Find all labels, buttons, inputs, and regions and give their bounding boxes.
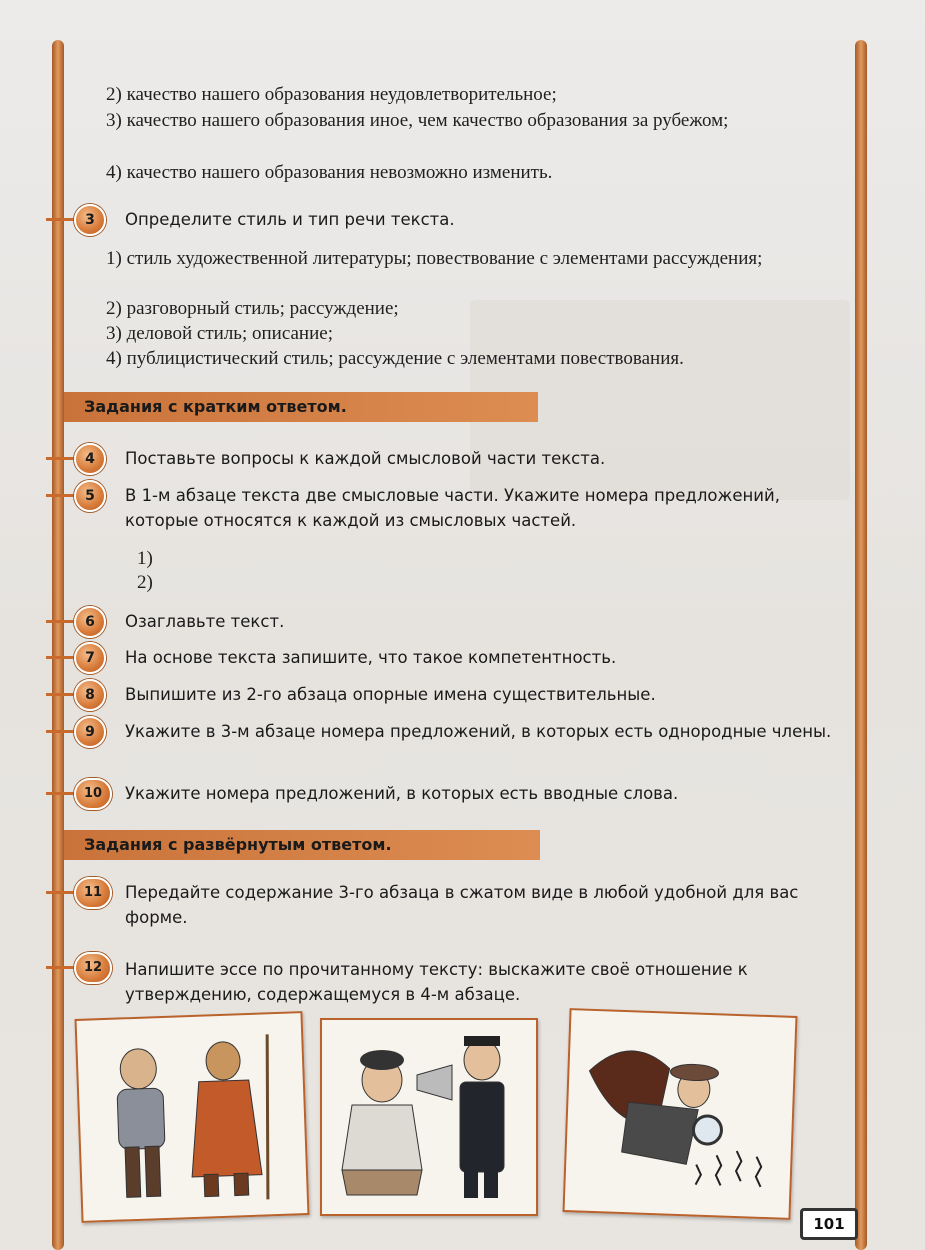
task-8-text: Выпишите из 2-го абзаца опорные имена существительные.	[125, 685, 656, 704]
task-3-option-4: 4) публицистический стиль; рассуждение с элементами повествования.	[106, 348, 684, 369]
task-7-text: На основе текста запишите, что такое компетентность.	[125, 648, 617, 667]
task-4-number-badge: 4	[74, 443, 106, 475]
task-6-text: Озаглавьте текст.	[125, 612, 285, 631]
task-4-pointer	[46, 457, 76, 460]
task-12-pointer	[46, 966, 76, 969]
task-11-pointer	[46, 891, 76, 894]
task-4-text: Поставьте вопросы к каждой смысловой части текста.	[125, 449, 606, 468]
task-6-number-badge: 6	[74, 606, 106, 638]
option-4: 4) качество нашего образования невозможно изменить.	[106, 162, 553, 183]
task-3-option-3: 3) деловой стиль; описание;	[106, 323, 333, 344]
illustration-two-people-talking	[75, 1011, 310, 1223]
page-number: 101	[800, 1208, 858, 1240]
task-10-pointer	[46, 792, 76, 795]
task-3-number-badge: 3	[74, 204, 106, 236]
task-9-number-badge: 9	[74, 716, 106, 748]
task-3-option-2: 2) разговорный стиль; рассуждение;	[106, 298, 399, 319]
task-8-pointer	[46, 693, 76, 696]
section-header-extended-answer: Задания с развёрнутым ответом.	[64, 830, 540, 860]
task-11-number-badge: 11	[74, 877, 112, 909]
task-6-pointer	[46, 620, 76, 623]
task-12-text: Напишите эссе по прочитанному тексту: выскажите своё отношение к утверждению, содержащемуся в 4-м абзаце.	[125, 960, 748, 1004]
task-5-answer-1: 1)	[137, 548, 153, 569]
task-10-text: Укажите номера предложений, в которых есть вводные слова.	[125, 784, 679, 803]
section-header-short-answer: Задания с кратким ответом.	[64, 392, 538, 422]
left-margin-rail	[52, 40, 64, 1250]
task-3-pointer	[46, 218, 76, 221]
task-5-text: В 1-м абзаце текста две смысловые части. Укажите номера предложений, которые относятся к каждой из смысловых частей.	[125, 486, 780, 530]
task-5-pointer	[46, 494, 76, 497]
task-11-text: Передайте содержание 3-го абзаца в сжатом виде в любой удобной для вас форме.	[125, 883, 799, 927]
task-8-number-badge: 8	[74, 679, 106, 711]
right-margin-rail	[855, 40, 867, 1250]
task-9-pointer	[46, 730, 76, 733]
task-12-number-badge: 12	[74, 952, 112, 984]
task-9-text: Укажите в 3-м абзаце номера предложений, в которых есть однородные члены.	[125, 722, 832, 741]
task-7-number-badge: 7	[74, 642, 106, 674]
task-3-option-1: 1) стиль художественной литературы; повествование с элементами рассуждения;	[106, 248, 763, 269]
option-3: 3) качество нашего образования иное, чем качество образования за рубежом;	[106, 110, 729, 131]
task-5-answer-2: 2)	[137, 572, 153, 593]
illustration-officer-with-megaphone	[320, 1018, 538, 1216]
illustration-detective-with-magnifier	[563, 1008, 798, 1220]
option-2: 2) качество нашего образования неудовлетворительное;	[106, 84, 557, 105]
task-3-text: Определите стиль и тип речи текста.	[125, 210, 455, 229]
task-7-pointer	[46, 656, 76, 659]
task-5-number-badge: 5	[74, 480, 106, 512]
task-10-number-badge: 10	[74, 778, 112, 810]
